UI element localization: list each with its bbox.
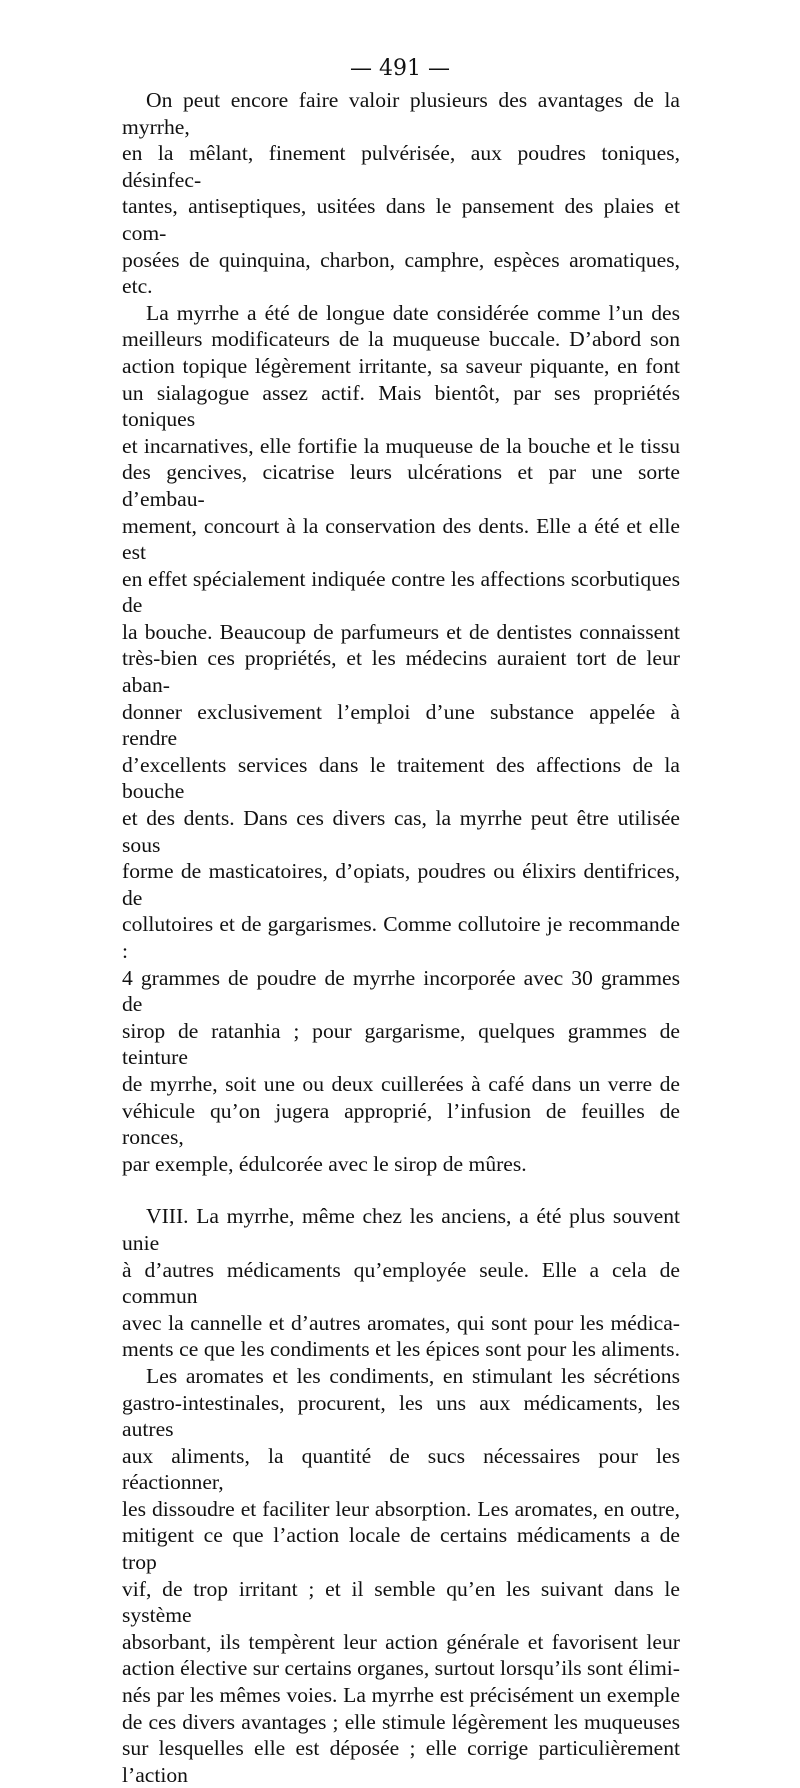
text-line: vif, de trop irritant ; et il semble qu’en les suivant dans le système [122,1576,680,1628]
text-line: sur lesquelles elle est déposée ; elle corrige particulièrement l’action [122,1736,680,1787]
text-line: les dissoudre et faciliter leur absorption. Les aromates, en outre, [122,1496,680,1521]
text-line: la bouche. Beaucoup de parfumeurs et de dentistes connaissent [122,619,680,644]
text-line: un sialagogue assez actif. Mais bientôt, par ses propriétés toniques [122,380,680,432]
text-line: mement, concourt à la conservation des dents. Elle a été et elle est [122,513,680,565]
text-line: La myrrhe a été de longue date considérée comme l’un des [146,300,680,325]
text-line: en effet spécialement indiquée contre les affections scorbutiques de [122,566,680,618]
text-line: des gencives, cicatrise leurs ulcérations et par une sorte d’embau- [122,460,680,511]
text-line: meilleurs modificateurs de la muqueuse buccale. D’abord son [122,327,680,352]
section-gap [122,1177,680,1203]
text-line: gastro-intestinales, procurent, les uns aux médicaments, les autres [122,1390,680,1442]
text-line: de myrrhe, soit une ou deux cuillerées à café dans un verre de [122,1071,680,1096]
text-line: 4 grammes de poudre de myrrhe incorporée avec 30 grammes de [122,965,680,1017]
text-line: sirop de ratanhia ; pour gargarisme, quelques grammes de teinture [122,1018,680,1070]
text-line: On peut encore faire valoir plusieurs des avantages de la myrrhe, [122,88,680,139]
text-line: par exemple, édulcorée avec le sirop de mûres. [122,1151,527,1176]
text-line: à d’autres médicaments qu’employée seule. Elle a cela de commun [122,1257,680,1309]
text-line: mitigent ce que l’action locale de certains médicaments a de trop [122,1523,680,1575]
text-line: et des dents. Dans ces divers cas, la myrrhe peut être utilisée sous [122,806,680,857]
text-line: d’excellents services dans le traitement des affections de la bouche [122,752,680,804]
text-line: donner exclusivement l’emploi d’une substance appelée à rendre [122,699,680,751]
page-number: — 491 — [350,56,450,81]
text-line: forme de masticatoires, d’opiats, poudres ou élixirs dentifrices, de [122,859,680,910]
text-line: de ces divers avantages ; elle stimule légèrement les muqueuses [122,1709,680,1734]
text-line: aux aliments, la quantité de sucs nécessaires pour les réactionner, [122,1443,680,1495]
text-line: très-bien ces propriétés, et les médecins auraient tort de leur aban- [122,646,680,698]
text-line: avec la cannelle et d’autres aromates, qui sont pour les médica- [122,1310,680,1335]
text-line: nés par les mêmes voies. La myrrhe est précisément un exemple [122,1683,680,1708]
text-line: collutoires et de gargarismes. Comme collutoire je recommande : [122,912,680,963]
text-line: tantes, antiseptiques, usitées dans le pansement des plaies et com- [122,194,680,245]
text-line: action topique légèrement irritante, sa saveur piquante, en font [122,353,680,378]
text-line: absorbant, ils tempèrent leur action générale et favorisent leur [122,1629,680,1654]
text-line: en la mêlant, finement pulvérisée, aux poudres toniques, désinfec- [122,141,680,192]
body-text [122,87,680,1788]
text-line: Les aromates et les condiments, en stimulant les sécrétions [146,1363,680,1388]
text-line: posées de quinquina, charbon, camphre, espèces aromatiques, etc. [122,247,680,299]
text-line: action élective sur certains organes, surtout lorsqu’ils sont élimi- [122,1656,680,1681]
section-heading-line: VIII. La myrrhe, même chez les anciens, a été plus souvent unie [122,1204,680,1255]
text-line: et incarnatives, elle fortifie la muqueuse de la bouche et le tissu [122,433,680,458]
text-line: ments ce que les condiments et les épices sont pour les aliments. [122,1337,680,1362]
text-line: véhicule qu’on jugera approprié, l’infusion de feuilles de ronces, [122,1098,680,1150]
